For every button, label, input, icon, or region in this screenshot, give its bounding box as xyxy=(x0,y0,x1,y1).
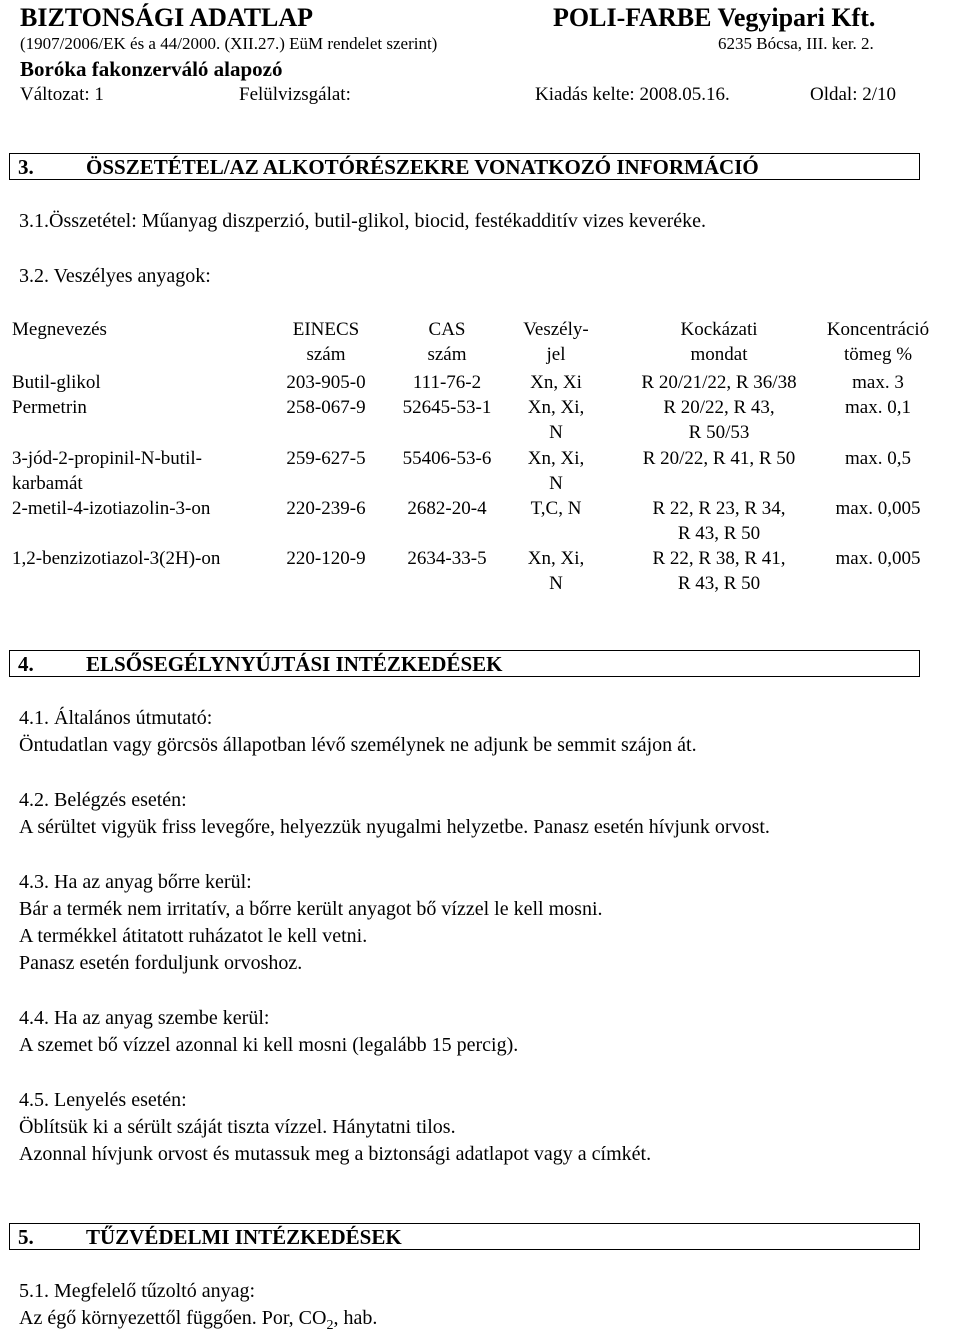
paragraph: Öblítsük ki a sérült száját tiszta vízzel. Hánytatni tilos. xyxy=(19,1116,456,1138)
cell-line: Permetrin xyxy=(12,397,87,418)
cell-line: Xn, Xi, xyxy=(527,397,585,418)
cell-line: 258-067-9 xyxy=(286,397,366,418)
paragraph: A sérültet vigyük friss levegőre, helyezzük nyugalmi helyzetbe. Panasz esetén hívjunk orvost. xyxy=(19,816,770,838)
product-name: Boróka fakonzerváló alapozó xyxy=(20,57,283,81)
table-cell-substance-name xyxy=(12,395,272,420)
cell-line: R 20/21/22, R 36/38 xyxy=(641,372,797,393)
cell-line: 203-905-0 xyxy=(286,372,366,393)
cell-line: max. 0,005 xyxy=(835,498,921,519)
review-label: Felülvizsgálat: xyxy=(239,84,351,105)
cell-line: 220-120-9 xyxy=(286,548,366,569)
subsection-heading: 4.1. Általános útmutató: xyxy=(19,707,213,729)
paragraph: Panasz esetén forduljunk orvoshoz. xyxy=(19,952,303,974)
header-line: Veszély- xyxy=(523,319,589,340)
table-header-hazard-symbol xyxy=(510,317,602,367)
cell-line: Xn, Xi xyxy=(530,372,582,393)
table-cell-einecs-number xyxy=(270,546,382,571)
cell-line: R 43, R 50 xyxy=(677,573,761,594)
page-number: Oldal: 2/10 xyxy=(810,84,897,105)
table-header-risk-phrase xyxy=(600,317,838,367)
table-cell-einecs-number xyxy=(270,496,382,521)
cell-line: 1,2-benzizotiazol-3(2H)-on xyxy=(12,548,221,569)
table-cell-hazard-symbol xyxy=(510,395,602,445)
table-cell-cas-number xyxy=(384,546,510,571)
header-line: EINECS xyxy=(292,319,360,340)
table-cell-hazard-symbol xyxy=(510,546,602,596)
cell-line: max. 0,1 xyxy=(845,397,911,418)
subsection-heading: 4.3. Ha az anyag bőrre kerül: xyxy=(19,871,252,893)
company-name: POLI-FARBE Vegyipari Kft. xyxy=(553,3,876,32)
table-header-einecs-number xyxy=(270,317,382,367)
table-cell-cas-number xyxy=(384,496,510,521)
table-cell-concentration xyxy=(826,496,930,521)
table-header-concentration xyxy=(826,317,930,367)
table-cell-concentration xyxy=(826,370,930,395)
cell-line: Xn, Xi, xyxy=(527,548,585,569)
header-line: Kockázati xyxy=(680,319,758,340)
table-header-cas-number xyxy=(384,317,510,367)
paragraph: Bár a termék nem irritatív, a bőrre került anyagot bő vízzel le kell mosni. xyxy=(19,898,603,920)
extinguishing-media-suffix: , hab. xyxy=(333,1307,378,1329)
header-line: Koncentráció xyxy=(826,319,930,340)
subsection-heading: 4.5. Lenyelés esetén: xyxy=(19,1089,187,1111)
table-header-substance-name xyxy=(12,317,272,342)
table-cell-risk-phrase xyxy=(600,395,838,445)
cell-line: 111-76-2 xyxy=(412,372,482,393)
cell-line: R 22, R 23, R 34, xyxy=(652,498,786,519)
cell-line: R 43, R 50 xyxy=(677,523,761,544)
regulation-reference: (1907/2006/EK és a 44/2000. (XII.27.) EüM rendelet szerint) xyxy=(20,34,438,53)
cell-line: R 50/53 xyxy=(688,422,750,443)
table-cell-substance-name xyxy=(12,496,272,521)
subsection-heading: 4.2. Belégzés esetén: xyxy=(19,789,187,811)
section-title: ELSŐSEGÉLYNYÚJTÁSI INTÉZKEDÉSEK xyxy=(86,652,503,676)
table-cell-cas-number xyxy=(384,395,510,420)
table-cell-hazard-symbol xyxy=(510,370,602,395)
section-number: 5. xyxy=(18,1225,34,1249)
cell-line: 55406-53-6 xyxy=(402,448,492,469)
header-line: szám xyxy=(427,344,467,365)
section-3-heading xyxy=(9,153,920,180)
cell-line: N xyxy=(549,422,563,443)
composition-text: 3.1.Összetétel: Műanyag diszperzió, butil-glikol, biocid, festékadditív vizes keveréke. xyxy=(19,210,707,232)
header-line: szám xyxy=(306,344,346,365)
cell-line: N xyxy=(549,573,563,594)
cell-line: R 20/22, R 41, R 50 xyxy=(642,448,796,469)
table-cell-risk-phrase xyxy=(600,546,838,596)
cell-line: 220-239-6 xyxy=(286,498,366,519)
cell-line: Xn, Xi, xyxy=(527,448,585,469)
cell-line: max. 3 xyxy=(852,372,904,393)
version-label: Változat: 1 xyxy=(20,84,104,105)
cell-line: 2634-33-5 xyxy=(407,548,487,569)
cell-line: R 20/22, R 43, xyxy=(663,397,775,418)
table-cell-substance-name xyxy=(12,446,272,496)
section-number: 3. xyxy=(18,155,34,179)
cell-line: T,C, N xyxy=(530,498,582,519)
hazardous-substances-heading: 3.2. Veszélyes anyagok: xyxy=(19,265,211,287)
table-cell-risk-phrase xyxy=(600,446,838,471)
header-line: tömeg % xyxy=(843,344,913,365)
extinguishing-media-text: Az égő környezettől függően. Por, CO xyxy=(19,1307,327,1329)
cell-line: R 22, R 38, R 41, xyxy=(652,548,786,569)
cell-line: 2-metil-4-izotiazolin-3-on xyxy=(12,498,211,519)
cell-line: 2682-20-4 xyxy=(407,498,487,519)
cell-line: Butil-glikol xyxy=(12,372,101,393)
subsection-heading: 5.1. Megfelelő tűzoltó anyag: xyxy=(19,1280,256,1302)
table-cell-substance-name xyxy=(12,546,272,571)
subsection-heading: 4.4. Ha az anyag szembe kerül: xyxy=(19,1007,270,1029)
table-cell-concentration xyxy=(826,446,930,471)
section-5-heading xyxy=(9,1223,920,1250)
table-cell-concentration xyxy=(826,546,930,571)
table-cell-cas-number xyxy=(384,370,510,395)
document-title: BIZTONSÁGI ADATLAP xyxy=(20,3,314,32)
header-line: jel xyxy=(546,344,566,365)
cell-line: 3-jód-2-propinil-N-butil- xyxy=(12,448,202,469)
table-cell-hazard-symbol xyxy=(510,446,602,496)
section-4-heading xyxy=(9,650,920,677)
section-title: ÖSSZETÉTEL/AZ ALKOTÓRÉSZEKRE VONATKOZÓ INFORMÁCIÓ xyxy=(86,155,759,179)
section-title: TŰZVÉDELMI INTÉZKEDÉSEK xyxy=(86,1225,402,1249)
table-cell-cas-number xyxy=(384,446,510,471)
table-cell-einecs-number xyxy=(270,370,382,395)
paragraph: Öntudatlan vagy görcsös állapotban lévő személynek ne adjunk be semmit szájon át. xyxy=(19,734,697,756)
table-cell-concentration xyxy=(826,395,930,420)
table-cell-hazard-symbol xyxy=(510,496,602,521)
paragraph: A szemet bő vízzel azonnal ki kell mosni (legalább 15 percig). xyxy=(19,1034,519,1056)
table-cell-risk-phrase xyxy=(600,370,838,395)
cell-line: max. 0,005 xyxy=(835,548,921,569)
header-line: CAS xyxy=(428,319,466,340)
header-line: mondat xyxy=(690,344,748,365)
issue-date: Kiadás kelte: 2008.05.16. xyxy=(535,84,730,105)
cell-line: karbamát xyxy=(12,473,83,494)
paragraph: A termékkel átitatott ruházatot le kell vetni. xyxy=(19,925,368,947)
cell-line: 259-627-5 xyxy=(286,448,366,469)
header-line: Megnevezés xyxy=(12,319,107,340)
co2-subscript: 2 xyxy=(326,1318,334,1333)
table-cell-einecs-number xyxy=(270,395,382,420)
table-cell-risk-phrase xyxy=(600,496,838,546)
section-number: 4. xyxy=(18,652,34,676)
company-address: 6235 Bócsa, III. ker. 2. xyxy=(718,34,874,53)
cell-line: N xyxy=(549,473,563,494)
table-cell-einecs-number xyxy=(270,446,382,471)
paragraph xyxy=(19,1307,377,1334)
cell-line: 52645-53-1 xyxy=(402,397,492,418)
paragraph: Azonnal hívjunk orvost és mutassuk meg a biztonsági adatlapot vagy a címkét. xyxy=(19,1143,652,1165)
cell-line: max. 0,5 xyxy=(845,448,911,469)
table-cell-substance-name xyxy=(12,370,272,395)
